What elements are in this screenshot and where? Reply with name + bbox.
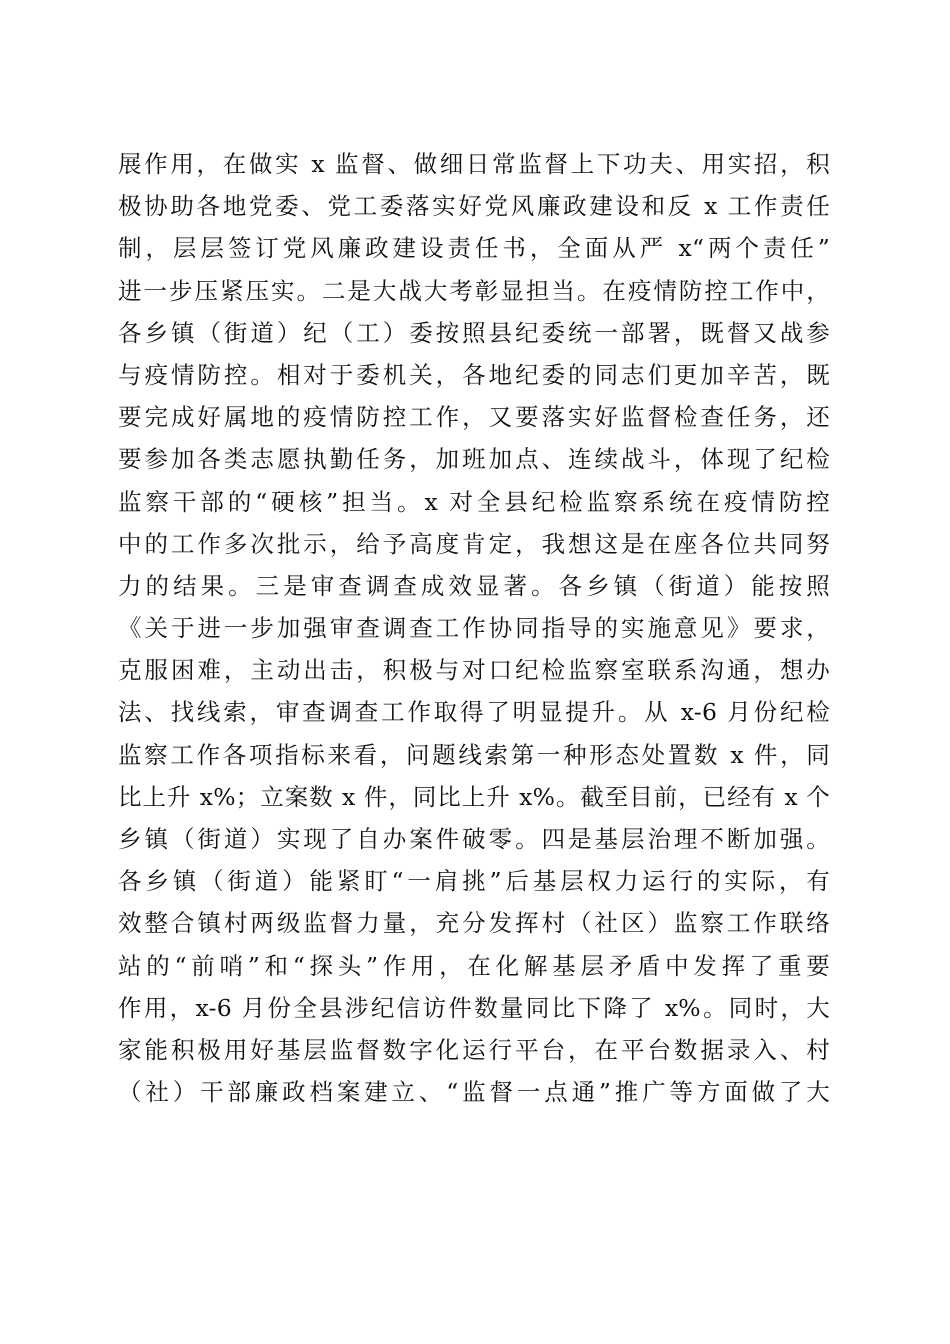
text-line: 制，层层签订党风廉政建设责任书，全面从严 x“两个责任” — [118, 234, 830, 263]
text-line: 各乡镇（街道）纪（工）委按照县纪委统一部署，既督又战参 — [118, 318, 830, 347]
text-line: 监察工作各项指标来看，问题线索第一种形态处置数 x 件，同 — [118, 740, 830, 769]
text-line: 进一步压紧压实。二是大战大考彰显担当。在疫情防控工作中， — [118, 276, 830, 305]
text-line: 要完成好属地的疫情防控工作，又要落实好监督检查任务，还 — [118, 403, 830, 432]
text-line: 监察干部的“硬核”担当。x 对全县纪检监察系统在疫情防控 — [118, 487, 830, 516]
text-line: 各乡镇（街道）能紧盯“一肩挑”后基层权力运行的实际，有 — [118, 867, 830, 896]
text-line: 中的工作多次批示，给予高度肯定，我想这是在座各位共同努 — [118, 529, 830, 558]
text-line: 效整合镇村两级监督力量，充分发挥村（社区）监察工作联络 — [118, 909, 830, 938]
text-line: 展作用，在做实 x 监督、做细日常监督上下功夫、用实招，积 — [118, 150, 830, 178]
text-line: 乡镇（街道）实现了自办案件破零。四是基层治理不断加强。 — [118, 825, 830, 853]
text-line: 站的“前哨”和“探头”作用，在化解基层矛盾中发挥了重要 — [118, 951, 830, 980]
text-line: 力的结果。三是审查调查成效显著。各乡镇（街道）能按照 — [118, 571, 830, 600]
text-line: 比上升 x%；立案数 x 件，同比上升 x%。截至目前，已经有 x 个 — [118, 782, 830, 811]
text-line: 极协助各地党委、党工委落实好党风廉政建设和反 x 工作责任 — [118, 192, 830, 221]
text-line: 法、找线索，审查调查工作取得了明显提升。从 x-6 月份纪检 — [118, 698, 830, 727]
text-line: 要参加各类志愿执勤任务，加班加点、连续战斗，体现了纪检 — [118, 445, 830, 474]
body-text — [118, 143, 830, 1113]
text-line: 作用，x-6 月份全县涉纪信访件数量同比下降了 x%。同时，大 — [118, 993, 830, 1022]
text-line: 家能积极用好基层监督数字化运行平台，在平台数据录入、村 — [118, 1035, 830, 1064]
text-line: 与疫情防控。相对于委机关，各地纪委的同志们更加辛苦，既 — [118, 360, 830, 389]
text-line: （社）干部廉政档案建立、“监督一点通”推广等方面做了大 — [118, 1078, 830, 1107]
text-line: 《关于进一步加强审查调查工作协同指导的实施意见》要求， — [118, 614, 830, 643]
text-line: 克服困难，主动出击，积极与对口纪检监察室联系沟通，想办 — [118, 656, 830, 685]
